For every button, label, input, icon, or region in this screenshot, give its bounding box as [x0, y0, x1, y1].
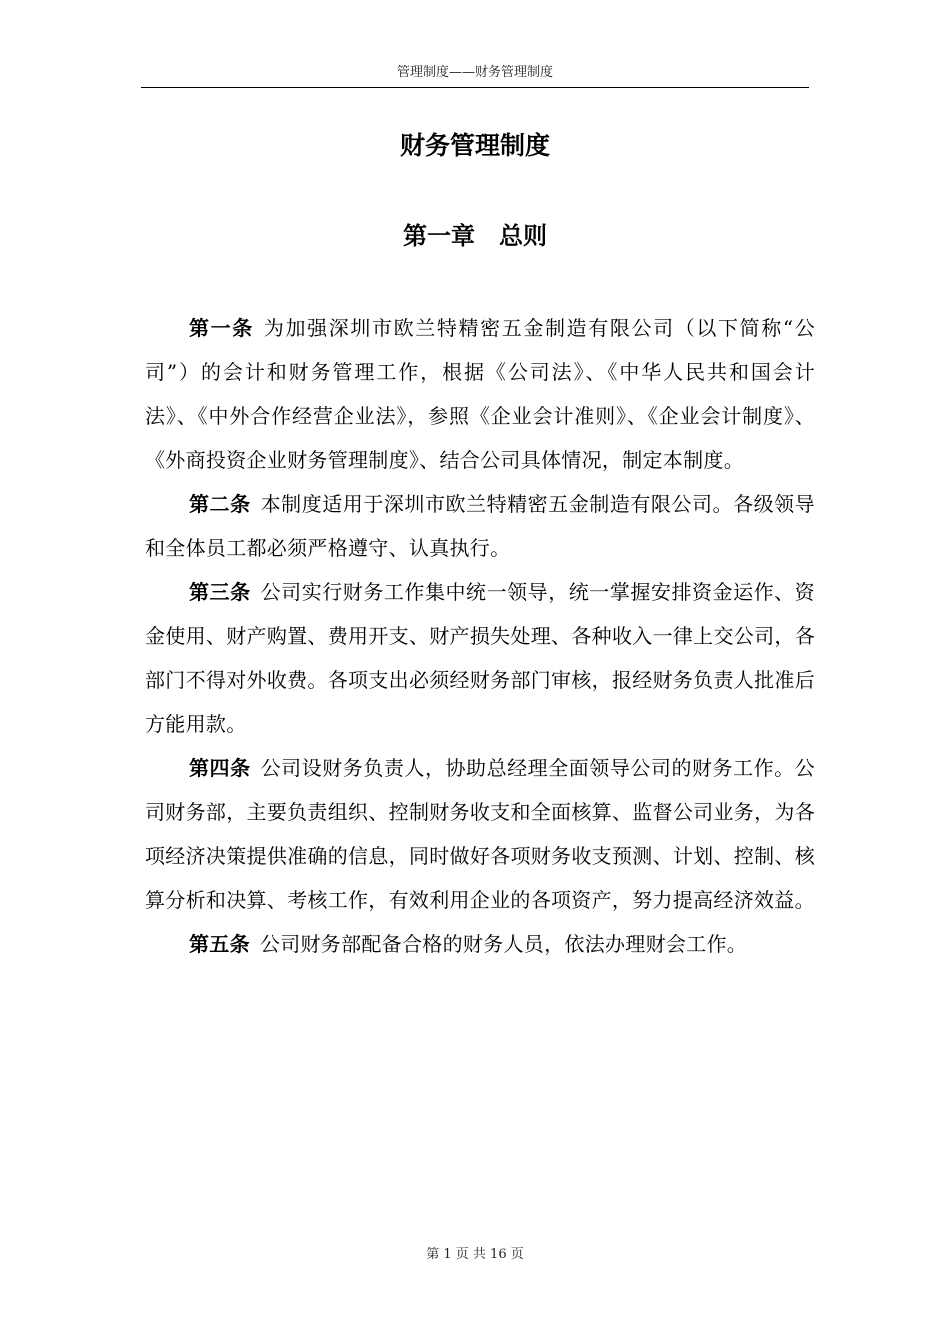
article-label: 第二条	[189, 492, 251, 516]
article-label: 第四条	[189, 756, 251, 780]
article-text: 公司财务部配备合格的财务人员，依法办理财会工作。	[259, 932, 748, 956]
article-1	[145, 306, 815, 482]
article-text: 本制度适用于深圳市欧兰特精密五金制造有限公司。各级领导和全体员工都必须严格遵守、认真执行。	[145, 492, 815, 560]
document-body	[145, 306, 815, 966]
article-text: 为加强深圳市欧兰特精密五金制造有限公司（以下简称“公司”）的会计和财务管理工作，根据《公司法》、《中华人民共和国会计法》、《中外合作经营企业法》，参照《企业会计准则》、《企业会计制度》、《外商投资企业财务管理制度》、结合公司具体情况，制定本制度。	[145, 316, 815, 472]
article-3	[145, 570, 815, 746]
article-4	[145, 746, 815, 922]
document-title: 财务管理制度	[399, 131, 550, 160]
page-header: 管理制度——财务管理制度	[396, 65, 553, 80]
article-2	[145, 482, 815, 570]
chapter-title: 第一章 总则	[403, 222, 547, 250]
article-label: 第三条	[189, 580, 251, 604]
article-text: 公司设财务负责人，协助总经理全面领导公司的财务工作。公司财务部，主要负责组织、控制财务收支和全面核算、监督公司业务，为各项经济决策提供准确的信息，同时做好各项财务收支预测、计划、控制、核算分析和决算、考核工作，有效利用企业的各项资产，努力提高经济效益。	[145, 756, 815, 912]
article-5	[145, 922, 815, 966]
article-label: 第五条	[189, 932, 250, 956]
header-divider	[141, 87, 809, 88]
article-text: 公司实行财务工作集中统一领导，统一掌握安排资金运作、资金使用、财产购置、费用开支、财产损失处理、各种收入一律上交公司，各部门不得对外收费。各项支出必须经财务部门审核，报经财务负责人批准后方能用款。	[145, 580, 815, 736]
page-number: 第 1 页 共 16 页	[426, 1247, 524, 1262]
article-label: 第一条	[189, 316, 254, 340]
